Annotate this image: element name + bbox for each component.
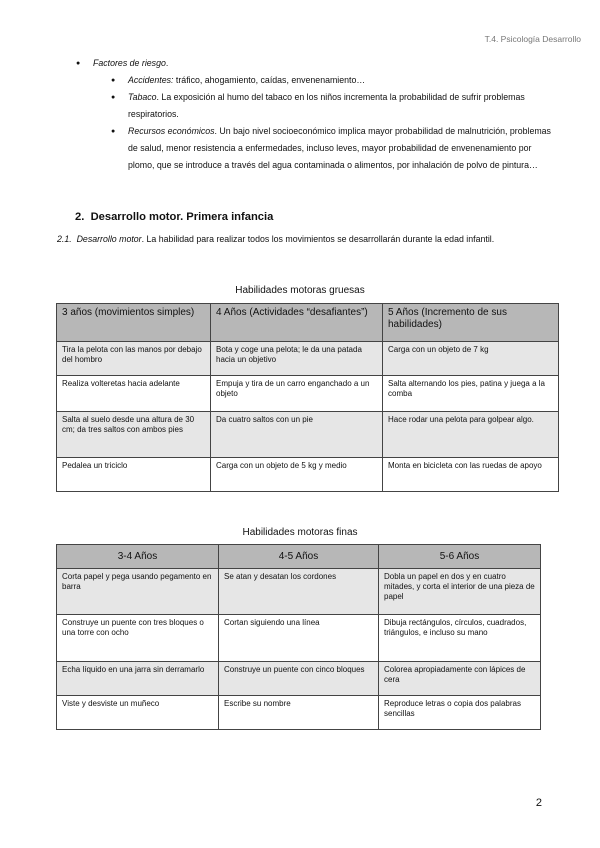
table-cell: Colorea apropiadamente con lápices de cera [379, 662, 541, 696]
table-cell: Corta papel y pega usando pegamento en barra [57, 569, 219, 615]
subsection-title: Desarrollo motor [76, 234, 142, 244]
table-cell: Pedalea un triciclo [57, 458, 211, 492]
bullet-icon: ● [111, 128, 116, 135]
running-header: T.4. Psicología Desarrollo [484, 34, 581, 44]
gross-motor-table [56, 303, 559, 492]
bullet-icon: ● [111, 77, 116, 84]
column-header: 3 años (movimientos simples) [57, 304, 211, 342]
table-cell: Da cuatro saltos con un pie [211, 412, 383, 458]
table-row [57, 458, 559, 492]
list-item [74, 89, 554, 123]
risk-term: Tabaco [128, 92, 157, 102]
table-cell: Dibuja rectángulos, círculos, cuadrados, triángulos, e incluso su mano [379, 615, 541, 662]
table-row [57, 696, 541, 730]
table-header-row [57, 304, 559, 342]
list-item [74, 72, 554, 89]
subsection-text: . La habilidad para realizar todos los movimientos se desarrollarán durante la edad infantil. [141, 234, 495, 244]
risk-text: . Un bajo nivel socioeconómico implica mayor probabilidad de malnutrición, problemas de salud, menor resistencia a enfermedades, incluso leves, mayor probabilidad de envenenamiento por plomo, que se introduce a través del agua contaminada o alimentos, por inhalación de polvo de pintura… [128, 126, 551, 170]
subsection-paragraph [57, 231, 547, 248]
table-cell: Tira la pelota con las manos por debajo del hombro [57, 342, 211, 376]
column-header: 3-4 Años [57, 545, 219, 569]
section-heading: 2. Desarrollo motor. Primera infancia [75, 211, 274, 223]
table-cell: Hace rodar una pelota para golpear algo. [383, 412, 559, 458]
table-cell: Cortan siguiendo una línea [219, 615, 379, 662]
table-cell: Bota y coge una pelota; le da una patada hacia un objetivo [211, 342, 383, 376]
table-cell: Reproduce letras o copia dos palabras sencillas [379, 696, 541, 730]
bullet-icon: ● [111, 94, 116, 101]
risk-factors-title: Factores de riesgo [93, 58, 166, 68]
table-cell: Empuja y tira de un carro enganchado a un objeto [211, 376, 383, 412]
table-header-row [57, 545, 541, 569]
gross-table-title: Habilidades motoras gruesas [235, 285, 365, 296]
risk-text: . La exposición al humo del tabaco en los niños incrementa la probabilidad de sufrir problemas respiratorios. [128, 92, 525, 119]
table-row [57, 615, 541, 662]
risk-term: Recursos económicos [128, 126, 215, 136]
list-item [74, 123, 554, 174]
subsection-number: 2.1. [57, 234, 72, 244]
table-row [57, 662, 541, 696]
table-cell: Echa líquido en una jarra sin derramarlo [57, 662, 219, 696]
table-row [57, 376, 559, 412]
table-row [57, 342, 559, 376]
table-cell: Salta al suelo desde una altura de 30 cm; da tres saltos con ambos pies [57, 412, 211, 458]
table-row [57, 569, 541, 615]
page-number: 2 [535, 797, 542, 809]
column-header: 5 Años (Incremento de sus habilidades) [383, 304, 559, 342]
table-cell: Se atan y desatan los cordones [219, 569, 379, 615]
table-cell: Monta en bicicleta con las ruedas de apoyo [383, 458, 559, 492]
table-cell: Construye un puente con cinco bloques [219, 662, 379, 696]
column-header: 5-6 Años [379, 545, 541, 569]
risk-factors-list [74, 55, 554, 174]
fine-motor-table [56, 544, 541, 730]
table-cell: Realiza volteretas hacia adelante [57, 376, 211, 412]
table-cell: Dobla un papel en dos y en cuatro mitades, y corta el interior de una pieza de papel [379, 569, 541, 615]
bullet-icon: ● [76, 60, 81, 67]
risk-term: Accidentes: [128, 75, 174, 85]
fine-table-title: Habilidades motoras finas [242, 527, 358, 538]
table-cell: Viste y desviste un muñeco [57, 696, 219, 730]
table-cell: Carga con un objeto de 5 kg y medio [211, 458, 383, 492]
table-cell: Escribe su nombre [219, 696, 379, 730]
table-cell: Carga con un objeto de 7 kg [383, 342, 559, 376]
table-cell: Construye un puente con tres bloques o una torre con ocho [57, 615, 219, 662]
list-item: ● Factores de riesgo. [74, 55, 554, 72]
risk-text: tráfico, ahogamiento, caídas, envenenamiento… [173, 75, 366, 85]
column-header: 4 Años (Actividades “desafiantes”) [211, 304, 383, 342]
column-header: 4-5 Años [219, 545, 379, 569]
table-row [57, 412, 559, 458]
table-cell: Salta alternando los pies, patina y juega a la comba [383, 376, 559, 412]
